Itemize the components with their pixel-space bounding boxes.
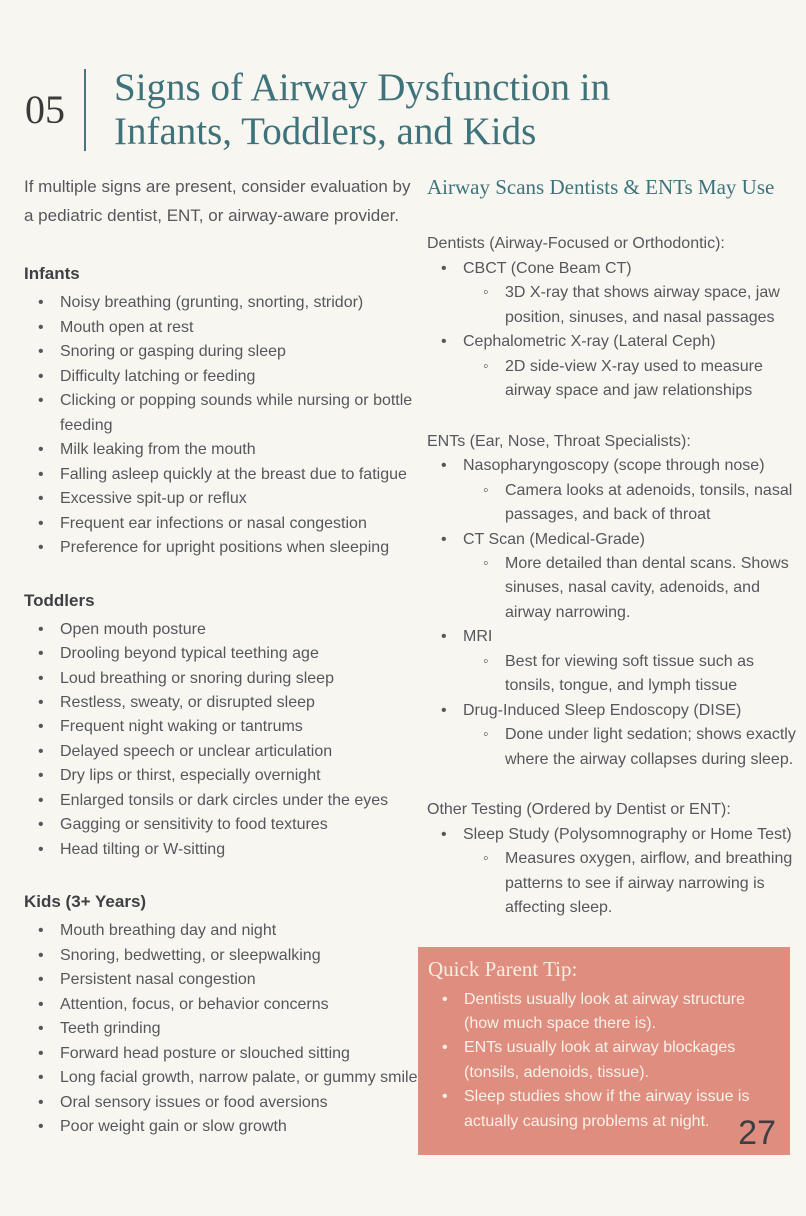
- scan-detail: ◦ Measures oxygen, airflow, and breathing patterns to see if airway narrowing is affecting sleep.: [483, 847, 796, 920]
- scan-detail-list: [463, 723, 796, 772]
- list-item: • Enlarged tonsils or dark circles under the eyes: [38, 789, 420, 813]
- toddlers-list: [24, 618, 420, 863]
- list-item: • Open mouth posture: [38, 618, 420, 642]
- scan-detail-list: [463, 355, 796, 404]
- list-item: • Difficulty latching or feeding: [38, 365, 420, 389]
- section-heading-infants: Infants: [24, 264, 80, 284]
- dentists-scan-list: [427, 257, 796, 404]
- page-title: [114, 66, 610, 153]
- list-item: • Delayed speech or unclear articulation: [38, 740, 420, 764]
- page-header: [0, 0, 806, 153]
- scan-detail: ◦ Camera looks at adenoids, tonsils, nasal passages, and back of throat: [483, 479, 796, 528]
- list-item: • Poor weight gain or slow growth: [38, 1115, 420, 1139]
- list-item: • Loud breathing or snoring during sleep: [38, 667, 420, 691]
- right-column: [427, 173, 796, 1154]
- scan-name: Nasopharyngoscopy (scope through nose): [463, 457, 765, 475]
- page-number: 27: [738, 1113, 776, 1152]
- right-column-heading: Airway Scans Dentists & ENTs May Use: [427, 175, 775, 200]
- group-label-dentists: Dentists (Airway-Focused or Orthodontic):: [427, 235, 725, 253]
- list-item: • Forward head posture or slouched sitting: [38, 1042, 420, 1066]
- group-label-ents: ENTs (Ear, Nose, Throat Specialists):: [427, 432, 691, 450]
- scan-detail-list: [463, 650, 796, 699]
- list-item: [441, 330, 796, 403]
- kids-list: [24, 919, 420, 1139]
- list-item: • Clicking or popping sounds while nursing or bottle feeding: [38, 389, 420, 438]
- page-title-line1: Signs of Airway Dysfunction in: [114, 66, 611, 109]
- scan-detail-list: [463, 552, 796, 625]
- section-heading-toddlers: Toddlers: [24, 590, 95, 610]
- intro-text: If multiple signs are present, consider evaluation by a pediatric dentist, ENT, or airway-aware provider.: [24, 177, 411, 225]
- list-item: • Frequent night waking or tantrums: [38, 715, 420, 739]
- list-item: • Head tilting or W-sitting: [38, 838, 420, 862]
- list-item: • Restless, sweaty, or disrupted sleep: [38, 691, 420, 715]
- tip-list: [428, 988, 776, 1135]
- list-item: [441, 528, 796, 626]
- scan-name: MRI: [463, 628, 493, 646]
- list-item: • Preference for upright positions when sleeping: [38, 536, 420, 560]
- scan-detail: ◦ Best for viewing soft tissue such as tonsils, tongue, and lymph tissue: [483, 650, 796, 699]
- content: [0, 153, 806, 1154]
- list-item: • Falling asleep quickly at the breast due to fatigue: [38, 463, 420, 487]
- list-item: • Oral sensory issues or food aversions: [38, 1091, 420, 1115]
- list-item: • Frequent ear infections or nasal congestion: [38, 512, 420, 536]
- tip-box-heading: Quick Parent Tip:: [428, 956, 578, 981]
- list-item: • Long facial growth, narrow palate, or gummy smile: [38, 1066, 420, 1090]
- list-item: • Attention, focus, or behavior concerns: [38, 993, 420, 1017]
- scan-detail-list: [463, 281, 796, 330]
- list-item: • Excessive spit-up or reflux: [38, 487, 420, 511]
- list-item: • Drooling beyond typical teething age: [38, 642, 420, 666]
- list-item: • Persistent nasal congestion: [38, 968, 420, 992]
- scan-detail: ◦ 2D side-view X-ray used to measure airway space and jaw relationships: [483, 355, 796, 404]
- list-item: • Milk leaking from the mouth: [38, 438, 420, 462]
- scan-detail: ◦ Done under light sedation; shows exactly where the airway collapses during sleep.: [483, 723, 796, 772]
- list-item: [441, 699, 796, 772]
- list-item: [441, 823, 796, 921]
- list-item: • Snoring, bedwetting, or sleepwalking: [38, 944, 420, 968]
- tip-item: • Dentists usually look at airway structure (how much space there is).: [442, 988, 776, 1037]
- list-item: • Gagging or sensitivity to food textures: [38, 813, 420, 837]
- scan-detail-list: [463, 479, 796, 528]
- scan-name: Sleep Study (Polysomnography or Home Test): [463, 825, 792, 843]
- list-item: • Noisy breathing (grunting, snorting, stridor): [38, 291, 420, 315]
- list-item: • Dry lips or thirst, especially overnight: [38, 764, 420, 788]
- list-item: • Teeth grinding: [38, 1017, 420, 1041]
- scan-name: Drug-Induced Sleep Endoscopy (DISE): [463, 701, 742, 719]
- list-item: • Mouth breathing day and night: [38, 919, 420, 943]
- list-item: • Snoring or gasping during sleep: [38, 340, 420, 364]
- scan-detail: ◦ More detailed than dental scans. Shows sinuses, nasal cavity, adenoids, and airway narrowing.: [483, 552, 796, 625]
- scan-name: CT Scan (Medical-Grade): [463, 530, 645, 548]
- list-item: • Mouth open at rest: [38, 316, 420, 340]
- ents-scan-list: [427, 454, 796, 772]
- other-testing-list: [427, 823, 796, 921]
- header-divider: [84, 69, 86, 151]
- scan-detail: ◦ 3D X-ray that shows airway space, jaw position, sinuses, and nasal passages: [483, 281, 796, 330]
- tip-item: • Sleep studies show if the airway issue is actually causing problems at night.: [442, 1085, 776, 1134]
- chapter-number: 05: [25, 87, 65, 133]
- group-label-other-testing: Other Testing (Ordered by Dentist or ENT):: [427, 801, 731, 819]
- infants-list: [24, 291, 420, 560]
- list-item: [441, 257, 796, 330]
- section-heading-kids: Kids (3+ Years): [24, 892, 147, 912]
- page-title-line2: Infants, Toddlers, and Kids: [114, 109, 537, 153]
- list-item: [441, 454, 796, 527]
- list-item: [441, 625, 796, 698]
- scan-name: Cephalometric X-ray (Lateral Ceph): [463, 333, 716, 351]
- scan-name: CBCT (Cone Beam CT): [463, 259, 632, 277]
- scan-detail-list: [463, 847, 796, 920]
- tip-item: • ENTs usually look at airway blockages (tonsils, adenoids, tissue).: [442, 1036, 776, 1085]
- quick-parent-tip-box: [418, 947, 790, 1155]
- left-column: [24, 173, 420, 1139]
